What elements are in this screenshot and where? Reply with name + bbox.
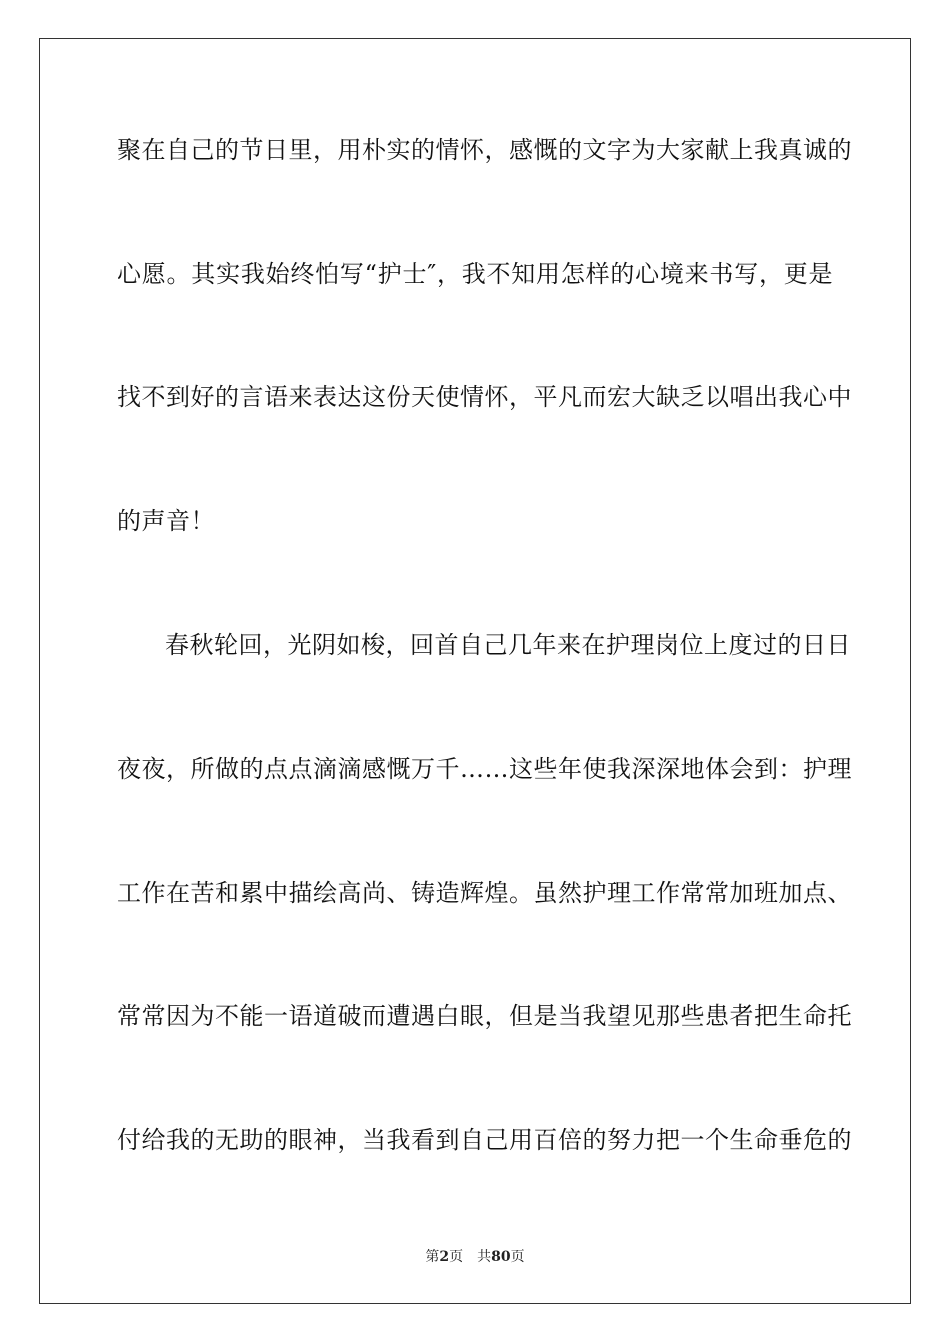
paragraph-line-6: 夜夜，所做的点点滴滴感慨万千……这些年使我深深地体会到：护理 — [117, 755, 852, 783]
paragraph-line-3: 找不到好的言语来表达这份天使情怀，平凡而宏大缺乏以唱出我心中 — [117, 383, 852, 411]
page-border — [39, 38, 911, 1304]
page-label-suffix: 页 — [449, 1249, 464, 1265]
paragraph-line-4: 的声音！ — [117, 507, 215, 535]
page-number: 2 — [439, 1249, 450, 1265]
total-label-suffix: 页 — [510, 1249, 525, 1265]
paragraph-line-2: 心愿。其实我始终怕写“护士″，我不知用怎样的心境来书写，更是 — [117, 260, 833, 288]
paragraph-line-7: 工作在苦和累中描绘高尚、铸造辉煌。虽然护理工作常常加班加点、 — [117, 879, 852, 907]
paragraph-line-1: 聚在自己的节日里，用朴实的情怀，感慨的文字为大家献上我真诚的 — [117, 136, 852, 164]
total-pages: 80 — [491, 1249, 511, 1265]
paragraph-line-9: 付给我的无助的眼神，当我看到自己用百倍的努力把一个生命垂危的 — [117, 1126, 852, 1154]
paragraph-line-8: 常常因为不能一语道破而遭遇白眼，但是当我望见那些患者把生命托 — [117, 1002, 852, 1030]
page-label-prefix: 第 — [425, 1249, 440, 1265]
total-label-prefix: 共 — [477, 1249, 492, 1265]
paragraph-line-5: 春秋轮回，光阴如梭，回首自己几年来在护理岗位上度过的日日 — [165, 631, 851, 659]
page-footer — [0, 1248, 950, 1266]
